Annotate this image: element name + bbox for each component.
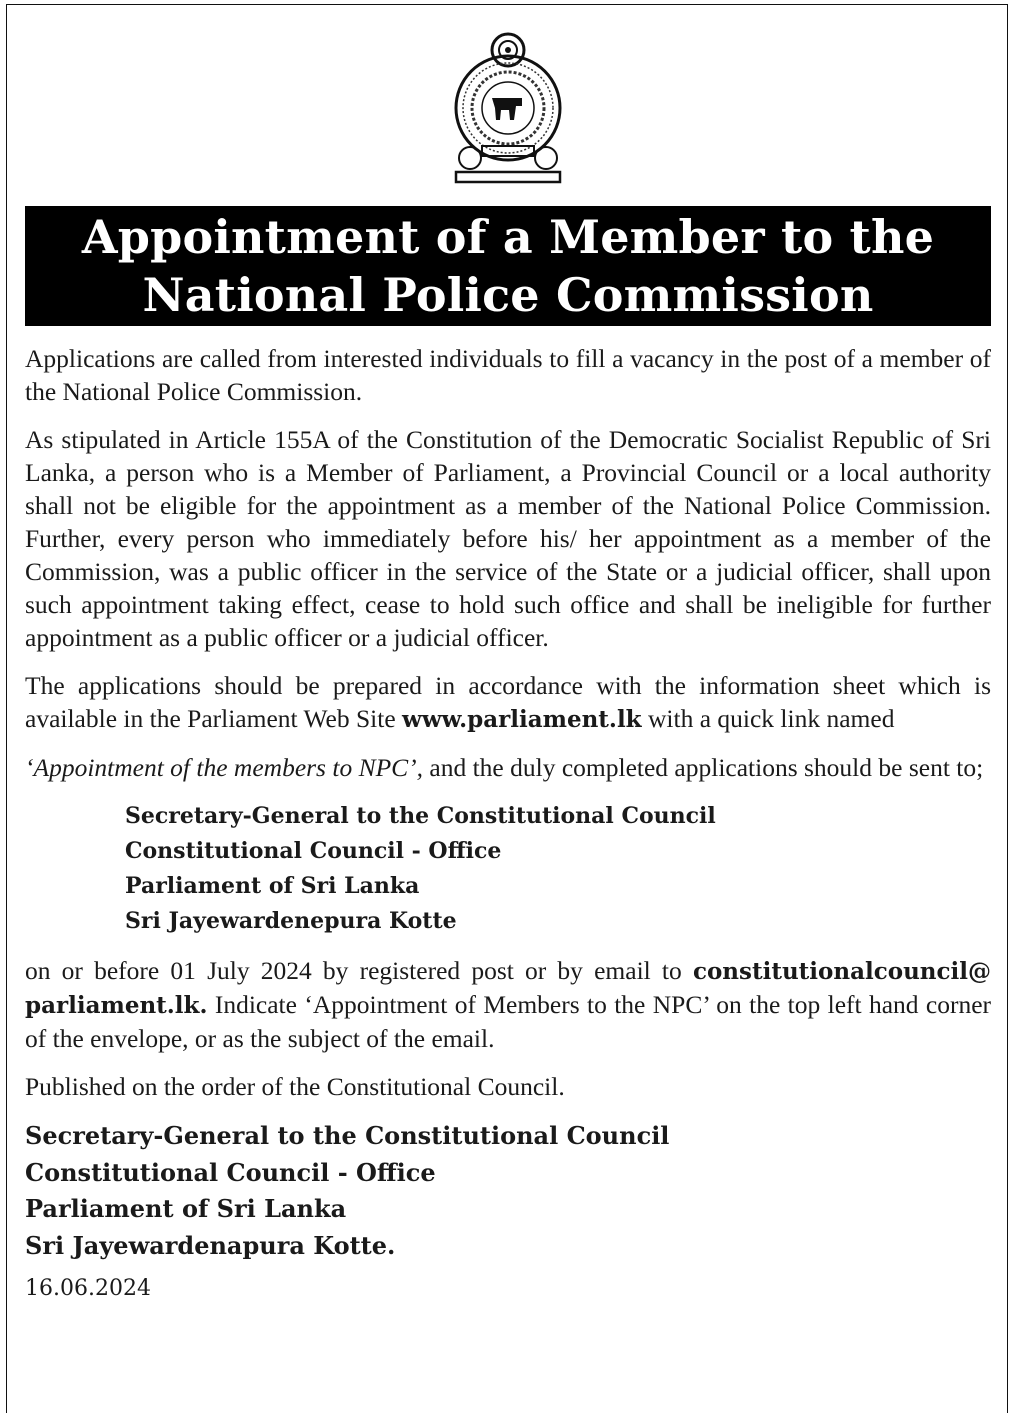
notice-title-banner	[25, 206, 991, 326]
quick-link-name: ‘Appointment of the members to NPC’,	[25, 753, 424, 782]
mailing-address	[125, 799, 991, 939]
title-line-2: National Police Commission	[142, 268, 874, 322]
text: on or before 01 July 2024 by registered post or by email to	[25, 956, 693, 985]
address-line: Constitutional Council - Office	[125, 838, 502, 864]
signature-line: Constitutional Council - Office	[25, 1157, 436, 1187]
paragraph-application-info	[25, 669, 991, 736]
text: with a quick link named	[641, 704, 895, 733]
address-line: Sri Jayewardenepura Kotte	[125, 908, 457, 934]
email-link[interactable]: constitutionalcouncil@ parliament.lk.	[25, 958, 991, 1019]
sri-lanka-emblem-icon	[452, 28, 564, 186]
title-line-1: Appointment of a Member to the	[81, 210, 935, 264]
paragraph-deadline	[25, 954, 991, 1055]
paragraph-published: Published on the order of the Constitutional Council.	[25, 1072, 565, 1101]
paragraph-intro: Applications are called from interested individuals to fill a vacancy in the post of a member of the National Police Commission.	[25, 344, 991, 406]
paragraph-send-to	[25, 751, 991, 784]
signature-line: Secretary-General to the Constitutional Council	[25, 1121, 670, 1150]
text: and the duly completed applications should be sent to;	[423, 753, 984, 782]
text: Indicate ‘Appointment of Members to the NPC’ on the top left hand corner of the envelope, or as the subject of the email.	[25, 990, 991, 1053]
address-line: Parliament of Sri Lanka	[125, 873, 420, 899]
notice-body	[25, 342, 991, 1305]
text: The applications should be prepared in accordance with the information sheet which is available in the Parliament Web Site	[25, 671, 991, 733]
signature-line: Sri Jayewardenapura Kotte.	[25, 1230, 396, 1260]
publication-date: 16.06.2024	[25, 1276, 151, 1301]
signature-line: Parliament of Sri Lanka	[25, 1194, 347, 1223]
signature-block	[25, 1118, 991, 1264]
paragraph-eligibility: As stipulated in Article 155A of the Constitution of the Democratic Socialist Republic of Sri Lanka, a person who is a Member of Parliament, a Provincial Council or a local authority shall not be eligible for the appointment as a member of the National Police Commission. Further, every person who immediately before his/ her appointment as a member of the Commission, was a public officer in the service of the State or a judicial officer, shall upon such appointment taking effect, cease to hold such office and shall be ineligible for further appointment as a public officer or a judicial officer.	[25, 425, 991, 652]
address-line: Secretary-General to the Constitutional Council	[125, 803, 716, 829]
website-link[interactable]: www.parliament.lk	[402, 706, 642, 733]
